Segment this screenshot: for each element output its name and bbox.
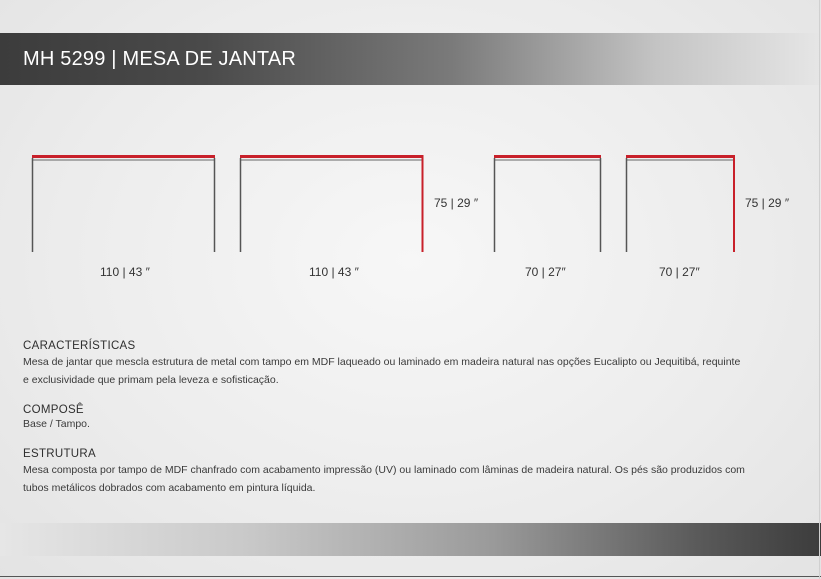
section-text-line: tubos metálicos dobrados com acabamento em pintura líquida.: [23, 482, 316, 494]
dimension-height-2: 75 | 29 ″: [745, 196, 790, 210]
section-text-line: Mesa de jantar que mescla estrutura de metal com tampo em MDF laqueado ou laminado em madeira natural nas opções Eucalipto ou Jequitibá, requinte: [23, 356, 741, 368]
section-text-line: Base / Tampo.: [23, 418, 90, 430]
tabletop-edge: [32, 155, 215, 158]
dimension-height-1: 75 | 29 ″: [434, 196, 479, 210]
right-rule: [819, 0, 820, 579]
table-front-view-110: [32, 155, 215, 252]
page-title: MH 5299 | MESA DE JANTAR: [23, 48, 297, 70]
table-front-view-110-height: [240, 155, 423, 252]
tabletop-edge: [626, 155, 734, 158]
bottom-rule: [0, 576, 821, 577]
tabletop-edge: [240, 155, 423, 158]
dimension-depth-front: 70 | 27″: [525, 265, 566, 279]
footer-bar: [0, 523, 821, 556]
section-title: CARACTERÍSTICAS: [23, 340, 136, 352]
section-caracteristicas: [23, 340, 793, 389]
section-title: COMPOSÊ: [23, 404, 84, 416]
dimension-depth-side: 70 | 27″: [659, 265, 700, 279]
section-compose: [23, 404, 793, 431]
section-title: ESTRUTURA: [23, 448, 96, 460]
table-side-view-70: [494, 155, 601, 252]
dimension-width-front: 110 | 43 ″: [100, 265, 150, 279]
tabletop-edge: [494, 155, 601, 158]
table-side-view-70-height: [626, 155, 734, 252]
section-text-line: e exclusividade que primam pela leveza e sofisticação.: [23, 374, 279, 386]
dimension-width-top: 110 | 43 ″: [309, 265, 359, 279]
section-text-line: Mesa composta por tampo de MDF chanfrado com acabamento impressão (UV) ou laminado com lâminas de madeira natural. Os pés são produzidos com: [23, 464, 745, 476]
section-estrutura: [23, 448, 793, 497]
